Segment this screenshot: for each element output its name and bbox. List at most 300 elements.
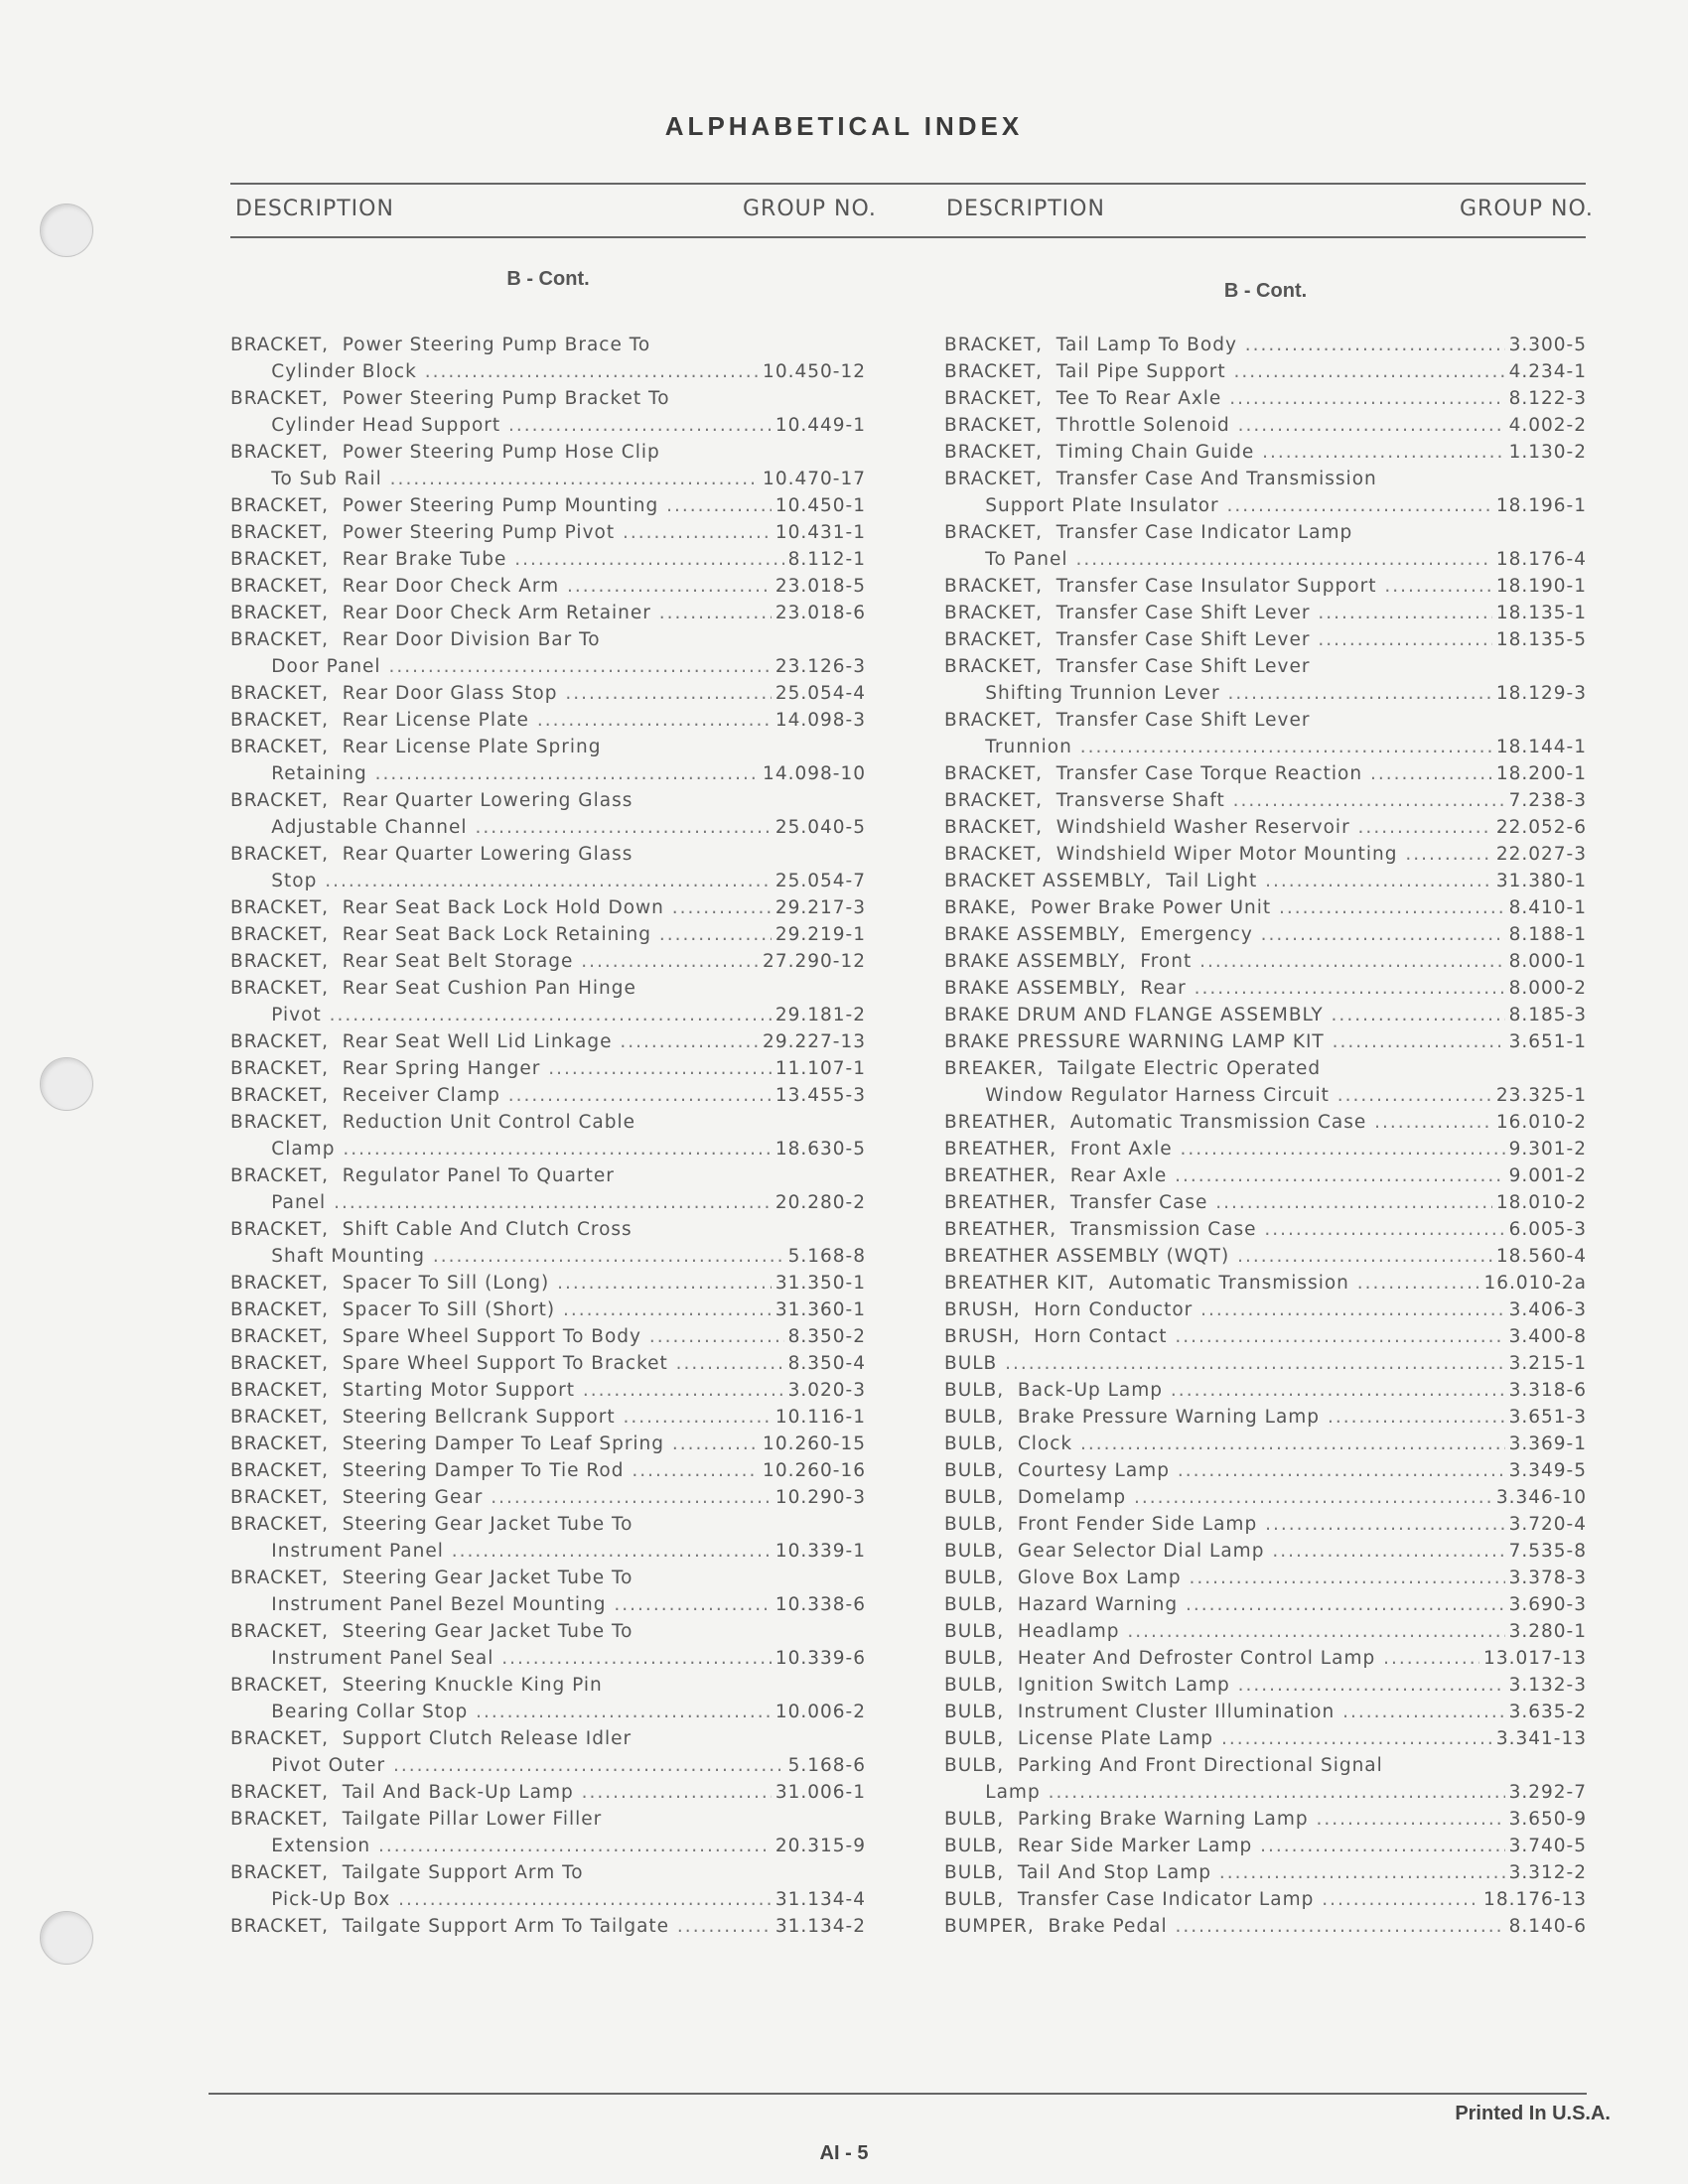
entry-group-number: 4.002-2 <box>1508 415 1587 436</box>
entry-description: BRACKET, Regulator Panel To Quarter Panel ..... <box>230 1162 772 1216</box>
entry-group-number: 5.168-6 <box>787 1755 866 1776</box>
entry-description: BULB, Ignition Switch Lamp ..... <box>944 1672 1505 1699</box>
index-entry <box>944 1243 1587 1270</box>
entry-description: BULB, Glove Box Lamp ..... <box>944 1565 1505 1591</box>
entry-description: BULB, License Plate Lamp ..... <box>944 1725 1492 1752</box>
entry-group-number: 3.341-13 <box>1495 1728 1587 1749</box>
index-entry <box>230 573 866 600</box>
index-entry <box>230 1806 866 1859</box>
entry-group-number: 8.000-2 <box>1508 978 1587 999</box>
entry-group-number: 3.635-2 <box>1508 1702 1587 1722</box>
entry-description: BRACKET, Starting Motor Support ..... <box>230 1377 784 1404</box>
entry-description: BRACKET, Tee To Rear Axle ..... <box>944 385 1505 412</box>
index-entry <box>944 921 1587 948</box>
entry-description: BRACKET, Rear Seat Back Lock Retaining ..... <box>230 921 772 948</box>
index-entry <box>944 439 1587 466</box>
entry-description: BRACKET, Spacer To Sill (Long) ..... <box>230 1270 772 1297</box>
entry-description: BRACKET, Throttle Solenoid ..... <box>944 412 1505 439</box>
entry-group-number: 6.005-3 <box>1508 1219 1587 1240</box>
index-entry <box>944 1002 1587 1028</box>
index-entry <box>944 841 1587 868</box>
index-entry <box>230 707 866 734</box>
index-entry <box>230 1323 866 1350</box>
entry-group-number: 10.470-17 <box>763 469 866 489</box>
entry-description: BRACKET, Timing Chain Guide ..... <box>944 439 1505 466</box>
entry-group-number: 10.450-1 <box>774 495 866 516</box>
entry-group-number: 31.006-1 <box>774 1782 866 1803</box>
entry-group-number: 10.260-15 <box>763 1433 866 1454</box>
page-title: ALPHABETICAL INDEX <box>664 111 1024 141</box>
index-entry <box>944 787 1587 814</box>
entry-group-number: 3.400-8 <box>1508 1326 1587 1347</box>
index-entry <box>944 1270 1587 1297</box>
index-entry <box>944 868 1587 894</box>
index-entry <box>944 573 1587 600</box>
header-bottom-rule <box>230 236 1586 238</box>
index-entry <box>230 734 866 787</box>
index-entry <box>230 1672 866 1725</box>
entry-group-number: 8.185-3 <box>1508 1005 1587 1025</box>
entry-description: BRACKET, Power Steering Pump Brace To Cylinder Block ..... <box>230 332 759 385</box>
entry-group-number: 8.188-1 <box>1508 924 1587 945</box>
index-entry <box>230 1618 866 1672</box>
entry-description: BRACKET, Transfer Case Shift Lever Shifting Trunnion Lever ..... <box>944 653 1492 707</box>
entry-description: BULB, Parking And Front Directional Signal Lamp ..... <box>944 1752 1505 1806</box>
entry-group-number: 13.455-3 <box>774 1085 866 1106</box>
index-entry <box>944 1323 1587 1350</box>
entry-description: BREATHER, Transfer Case ..... <box>944 1189 1492 1216</box>
entry-description: BRACKET, Windshield Washer Reservoir ..... <box>944 814 1492 841</box>
entry-description: BULB, Clock ..... <box>944 1431 1505 1457</box>
entry-description: BRACKET, Steering Gear Jacket Tube To Instrument Panel ..... <box>230 1511 772 1565</box>
index-entry <box>230 1431 866 1457</box>
entry-description: BREATHER ASSEMBLY (WQT) ..... <box>944 1243 1492 1270</box>
entry-group-number: 18.560-4 <box>1495 1246 1587 1267</box>
left-section-heading: B - Cont. <box>506 268 590 290</box>
entry-group-number: 18.176-4 <box>1495 549 1587 570</box>
entry-group-number: 8.410-1 <box>1508 897 1587 918</box>
entry-description: BULB, Courtesy Lamp ..... <box>944 1457 1505 1484</box>
entry-group-number: 8.350-4 <box>787 1353 866 1374</box>
entry-description: BRACKET, Tail And Back-Up Lamp ..... <box>230 1779 772 1806</box>
entry-group-number: 10.290-3 <box>774 1487 866 1508</box>
entry-description: BRACKET, Rear Door Division Bar To Door Panel ..... <box>230 626 772 680</box>
index-entry <box>230 921 866 948</box>
entry-group-number: 3.318-6 <box>1508 1380 1587 1401</box>
index-entry <box>944 1538 1587 1565</box>
entry-group-number: 8.122-3 <box>1508 388 1587 409</box>
entry-group-number: 18.190-1 <box>1495 576 1587 597</box>
entry-group-number: 3.215-1 <box>1508 1353 1587 1374</box>
entry-description: BULB, Transfer Case Indicator Lamp ..... <box>944 1886 1479 1913</box>
index-entry <box>230 519 866 546</box>
entry-group-number: 31.134-2 <box>774 1916 866 1937</box>
right-description-header: DESCRIPTION <box>946 197 1105 221</box>
entry-group-number: 3.378-3 <box>1508 1568 1587 1588</box>
entry-description: BRACKET, Spare Wheel Support To Bracket ..... <box>230 1350 784 1377</box>
index-entry <box>944 412 1587 439</box>
entry-group-number: 18.129-3 <box>1495 683 1587 704</box>
binder-hole-middle <box>40 1057 93 1111</box>
entry-description: BULB ..... <box>944 1350 1505 1377</box>
entry-group-number: 23.126-3 <box>774 656 866 677</box>
entry-description: BRAKE ASSEMBLY, Front ..... <box>944 948 1505 975</box>
index-entry <box>230 546 866 573</box>
index-entry <box>230 600 866 626</box>
entry-group-number: 8.350-2 <box>787 1326 866 1347</box>
printed-in-usa: Printed In U.S.A. <box>1455 2103 1611 2124</box>
index-entry <box>230 385 866 439</box>
index-entry <box>230 1109 866 1162</box>
entry-group-number: 3.132-3 <box>1508 1675 1587 1696</box>
entry-description: BULB, Front Fender Side Lamp ..... <box>944 1511 1505 1538</box>
entry-group-number: 18.200-1 <box>1495 763 1587 784</box>
index-entry <box>944 894 1587 921</box>
entry-description: BREATHER, Front Axle ..... <box>944 1136 1505 1162</box>
entry-description: BRACKET, Tail Lamp To Body ..... <box>944 332 1505 358</box>
index-entry <box>944 519 1587 573</box>
entry-description: BRACKET, Power Steering Pump Pivot ..... <box>230 519 772 546</box>
index-entry <box>944 1859 1587 1886</box>
entry-group-number: 3.651-3 <box>1508 1407 1587 1428</box>
entry-group-number: 18.630-5 <box>774 1139 866 1160</box>
index-entry <box>230 1913 866 1940</box>
index-entry <box>230 1565 866 1618</box>
index-entry <box>230 1484 866 1511</box>
index-entry <box>944 1350 1587 1377</box>
entry-group-number: 18.135-5 <box>1495 629 1587 650</box>
index-entry <box>944 332 1587 358</box>
index-entry <box>230 975 866 1028</box>
index-entry <box>230 1162 866 1216</box>
entry-group-number: 8.140-6 <box>1508 1916 1587 1937</box>
entry-description: BRACKET, Rear License Plate Spring Retaining ..... <box>230 734 759 787</box>
entry-description: BRACKET, Shift Cable And Clutch Cross Shaft Mounting ..... <box>230 1216 784 1270</box>
entry-description: BRACKET, Steering Gear Jacket Tube To Instrument Panel Seal ..... <box>230 1618 772 1672</box>
entry-description: BRACKET, Rear Seat Back Lock Hold Down ..... <box>230 894 772 921</box>
entry-group-number: 25.054-7 <box>774 871 866 891</box>
index-entry <box>944 466 1587 519</box>
entry-group-number: 16.010-2a <box>1483 1273 1587 1294</box>
entry-group-number: 3.346-10 <box>1495 1487 1587 1508</box>
entry-group-number: 16.010-2 <box>1495 1112 1587 1133</box>
right-entry-list <box>944 332 1587 1940</box>
entry-group-number: 31.134-4 <box>774 1889 866 1910</box>
entry-group-number: 18.176-13 <box>1483 1889 1587 1910</box>
entry-group-number: 10.339-1 <box>774 1541 866 1562</box>
index-entry <box>944 948 1587 975</box>
entry-group-number: 3.740-5 <box>1508 1836 1587 1856</box>
index-entry <box>230 1725 866 1779</box>
index-entry <box>944 1752 1587 1806</box>
entry-description: BRACKET, Transfer Case Shift Lever ..... <box>944 626 1492 653</box>
index-entry <box>230 1055 866 1082</box>
footer-rule <box>209 2093 1587 2095</box>
index-entry <box>944 1806 1587 1833</box>
entry-group-number: 27.290-12 <box>763 951 866 972</box>
entry-group-number: 3.369-1 <box>1508 1433 1587 1454</box>
entry-description: BREATHER KIT, Automatic Transmission ..... <box>944 1270 1479 1297</box>
index-entry <box>944 653 1587 707</box>
entry-description: BRACKET, Tailgate Support Arm To Pick-Up Box ..... <box>230 1859 772 1913</box>
entry-description: BRACKET, Rear Door Check Arm ..... <box>230 573 772 600</box>
left-index-column <box>230 268 866 1940</box>
entry-description: BRACKET, Power Steering Pump Bracket To Cylinder Head Support ..... <box>230 385 772 439</box>
entry-description: BULB, Gear Selector Dial Lamp ..... <box>944 1538 1505 1565</box>
entry-description: BULB, Brake Pressure Warning Lamp ..... <box>944 1404 1505 1431</box>
entry-group-number: 3.406-3 <box>1508 1299 1587 1320</box>
index-entry <box>944 975 1587 1002</box>
entry-description: BULB, Parking Brake Warning Lamp ..... <box>944 1806 1505 1833</box>
index-entry <box>230 1028 866 1055</box>
index-entry <box>230 1297 866 1323</box>
entry-group-number: 10.449-1 <box>774 415 866 436</box>
index-entry <box>944 1136 1587 1162</box>
entry-description: BRACKET, Tailgate Support Arm To Tailgate ..... <box>230 1913 772 1940</box>
entry-description: BRACKET, Transfer Case Indicator Lamp To Panel ..... <box>944 519 1492 573</box>
entry-description: BRACKET, Rear Quarter Lowering Glass Stop ..... <box>230 841 772 894</box>
index-entry <box>944 1484 1587 1511</box>
entry-group-number: 3.280-1 <box>1508 1621 1587 1642</box>
entry-group-number: 31.360-1 <box>774 1299 866 1320</box>
index-entry <box>944 1645 1587 1672</box>
entry-description: BRUSH, Horn Conductor ..... <box>944 1297 1505 1323</box>
entry-group-number: 20.280-2 <box>774 1192 866 1213</box>
entry-group-number: 11.107-1 <box>774 1058 866 1079</box>
entry-description: BRACKET, Steering Gear Jacket Tube To Instrument Panel Bezel Mounting ..... <box>230 1565 772 1618</box>
entry-group-number: 18.135-1 <box>1495 603 1587 623</box>
index-entry <box>230 787 866 841</box>
index-entry <box>944 1216 1587 1243</box>
index-entry <box>944 760 1587 787</box>
left-description-header: DESCRIPTION <box>235 197 394 221</box>
entry-group-number: 10.338-6 <box>774 1594 866 1615</box>
entry-group-number: 23.325-1 <box>1495 1085 1587 1106</box>
index-entry <box>944 626 1587 653</box>
right-section-heading: B - Cont. <box>1223 280 1308 302</box>
index-entry <box>944 1109 1587 1136</box>
entry-description: BUMPER, Brake Pedal ..... <box>944 1913 1505 1940</box>
index-entry <box>944 1028 1587 1055</box>
index-entry <box>944 1672 1587 1699</box>
entry-description: BRACKET, Receiver Clamp ..... <box>230 1082 772 1109</box>
entry-group-number: 7.535-8 <box>1508 1541 1587 1562</box>
entry-description: BRACKET, Rear Door Check Arm Retainer ..... <box>230 600 772 626</box>
index-entry <box>944 1404 1587 1431</box>
entry-group-number: 3.312-2 <box>1508 1862 1587 1883</box>
entry-description: BRACKET, Rear Seat Belt Storage ..... <box>230 948 759 975</box>
entry-description: BRACKET, Steering Bellcrank Support ..... <box>230 1404 772 1431</box>
index-entry <box>230 1377 866 1404</box>
entry-description: BRACKET, Steering Damper To Leaf Spring ..... <box>230 1431 759 1457</box>
entry-description: BULB, Headlamp ..... <box>944 1618 1505 1645</box>
left-entry-list <box>230 332 866 1940</box>
entry-description: BRACKET ASSEMBLY, Tail Light ..... <box>944 868 1492 894</box>
binder-hole-top <box>40 204 93 257</box>
entry-group-number: 10.116-1 <box>774 1407 866 1428</box>
index-entry <box>944 814 1587 841</box>
entry-description: BRACKET, Steering Damper To Tie Rod ..... <box>230 1457 759 1484</box>
entry-group-number: 3.292-7 <box>1508 1782 1587 1803</box>
entry-description: BRACKET, Reduction Unit Control Cable Clamp ..... <box>230 1109 772 1162</box>
entry-description: BRAKE DRUM AND FLANGE ASSEMBLY ..... <box>944 1002 1505 1028</box>
index-entry <box>944 600 1587 626</box>
index-entry <box>944 1618 1587 1645</box>
entry-group-number: 29.227-13 <box>763 1031 866 1052</box>
entry-description: BRACKET, Rear Seat Well Lid Linkage ..... <box>230 1028 759 1055</box>
index-entry <box>230 332 866 385</box>
entry-group-number: 8.112-1 <box>787 549 866 570</box>
entry-description: BRACKET, Transfer Case Shift Lever Trunnion ..... <box>944 707 1492 760</box>
index-entry <box>944 1189 1587 1216</box>
entry-group-number: 3.020-3 <box>787 1380 866 1401</box>
entry-group-number: 4.234-1 <box>1508 361 1587 382</box>
entry-description: BRACKET, Transfer Case Torque Reaction ..... <box>944 760 1492 787</box>
index-entry <box>944 358 1587 385</box>
entry-description: BREATHER, Automatic Transmission Case ..... <box>944 1109 1492 1136</box>
entry-group-number: 22.052-6 <box>1495 817 1587 838</box>
entry-description: BRACKET, Rear Seat Cushion Pan Hinge Pivot ..... <box>230 975 772 1028</box>
entry-description: BULB, Instrument Cluster Illumination ..... <box>944 1699 1505 1725</box>
right-group-header: GROUP NO. <box>1460 197 1594 221</box>
index-entry <box>944 1377 1587 1404</box>
index-entry <box>944 1699 1587 1725</box>
entry-group-number: 31.350-1 <box>774 1273 866 1294</box>
index-entry <box>230 841 866 894</box>
entry-group-number: 29.181-2 <box>774 1005 866 1025</box>
entry-description: BRAKE ASSEMBLY, Rear ..... <box>944 975 1505 1002</box>
entry-description: BULB, Domelamp ..... <box>944 1484 1492 1511</box>
entry-group-number: 29.217-3 <box>774 897 866 918</box>
index-entry <box>230 1216 866 1270</box>
index-entry <box>944 1725 1587 1752</box>
entry-description: BRAKE ASSEMBLY, Emergency ..... <box>944 921 1505 948</box>
index-entry <box>944 1162 1587 1189</box>
entry-description: BRACKET, Windshield Wiper Motor Mounting ..... <box>944 841 1492 868</box>
entry-description: BRACKET, Transfer Case Insulator Support ..... <box>944 573 1492 600</box>
index-entry <box>230 492 866 519</box>
binder-hole-bottom <box>40 1911 93 1965</box>
entry-group-number: 7.238-3 <box>1508 790 1587 811</box>
entry-description: BRACKET, Transverse Shaft ..... <box>944 787 1505 814</box>
entry-description: BRACKET, Tail Pipe Support ..... <box>944 358 1505 385</box>
entry-group-number: 3.690-3 <box>1508 1594 1587 1615</box>
index-entry <box>230 1511 866 1565</box>
entry-group-number: 20.315-9 <box>774 1836 866 1856</box>
entry-description: BRACKET, Transfer Case And Transmission Support Plate Insulator ..... <box>944 466 1492 519</box>
entry-group-number: 10.006-2 <box>774 1702 866 1722</box>
entry-description: BRACKET, Power Steering Pump Mounting ..... <box>230 492 772 519</box>
entry-group-number: 8.000-1 <box>1508 951 1587 972</box>
page-number: AI - 5 <box>819 2142 869 2164</box>
entry-group-number: 3.300-5 <box>1508 335 1587 355</box>
index-entry <box>230 1082 866 1109</box>
entry-description: BULB, Tail And Stop Lamp ..... <box>944 1859 1505 1886</box>
entry-description: BREAKER, Tailgate Electric Operated Window Regulator Harness Circuit ..... <box>944 1055 1492 1109</box>
index-entry <box>944 1055 1587 1109</box>
index-entry <box>230 680 866 707</box>
entry-group-number: 10.260-16 <box>763 1460 866 1481</box>
entry-description: BULB, Hazard Warning ..... <box>944 1591 1505 1618</box>
index-entry <box>230 894 866 921</box>
entry-group-number: 18.010-2 <box>1495 1192 1587 1213</box>
entry-description: BREATHER, Transmission Case ..... <box>944 1216 1505 1243</box>
entry-group-number: 9.301-2 <box>1508 1139 1587 1160</box>
entry-description: BRACKET, Tailgate Pillar Lower Filler Extension ..... <box>230 1806 772 1859</box>
left-group-header: GROUP NO. <box>743 197 877 221</box>
index-entry <box>230 1779 866 1806</box>
entry-group-number: 13.017-13 <box>1483 1648 1587 1669</box>
index-entry <box>230 1404 866 1431</box>
entry-group-number: 10.339-6 <box>774 1648 866 1669</box>
entry-description: BRACKET, Rear Door Glass Stop ..... <box>230 680 772 707</box>
entry-group-number: 31.380-1 <box>1495 871 1587 891</box>
index-entry <box>944 1565 1587 1591</box>
entry-description: BRACKET, Support Clutch Release Idler Pivot Outer ..... <box>230 1725 784 1779</box>
entry-group-number: 3.720-4 <box>1508 1514 1587 1535</box>
entry-description: BRACKET, Spare Wheel Support To Body ..... <box>230 1323 784 1350</box>
right-index-column <box>944 268 1587 1940</box>
entry-group-number: 3.349-5 <box>1508 1460 1587 1481</box>
index-entry <box>944 707 1587 760</box>
entry-description: BRAKE PRESSURE WARNING LAMP KIT ..... <box>944 1028 1505 1055</box>
index-entry <box>944 1886 1587 1913</box>
entry-group-number: 14.098-3 <box>774 710 866 731</box>
entry-description: BULB, Rear Side Marker Lamp ..... <box>944 1833 1505 1859</box>
entry-description: BRUSH, Horn Contact ..... <box>944 1323 1505 1350</box>
index-entry <box>230 948 866 975</box>
entry-description: BRACKET, Rear License Plate ..... <box>230 707 772 734</box>
entry-description: BULB, Heater And Defroster Control Lamp ..... <box>944 1645 1479 1672</box>
header-top-rule <box>230 183 1586 185</box>
entry-description: BULB, Back-Up Lamp ..... <box>944 1377 1505 1404</box>
index-entry <box>944 1297 1587 1323</box>
index-entry <box>944 1457 1587 1484</box>
entry-group-number: 5.168-8 <box>787 1246 866 1267</box>
index-entry <box>230 1859 866 1913</box>
entry-group-number: 9.001-2 <box>1508 1165 1587 1186</box>
index-entry <box>944 385 1587 412</box>
entry-description: BRACKET, Transfer Case Shift Lever ..... <box>944 600 1492 626</box>
entry-description: BRACKET, Rear Spring Hanger ..... <box>230 1055 772 1082</box>
entry-group-number: 23.018-6 <box>774 603 866 623</box>
entry-group-number: 1.130-2 <box>1508 442 1587 463</box>
entry-group-number: 18.196-1 <box>1495 495 1587 516</box>
entry-description: BRACKET, Rear Brake Tube ..... <box>230 546 784 573</box>
index-entry <box>944 1833 1587 1859</box>
entry-group-number: 10.450-12 <box>763 361 866 382</box>
entry-group-number: 18.144-1 <box>1495 737 1587 757</box>
entry-description: BRACKET, Rear Quarter Lowering Glass Adjustable Channel ..... <box>230 787 772 841</box>
entry-group-number: 10.431-1 <box>774 522 866 543</box>
entry-group-number: 25.054-4 <box>774 683 866 704</box>
index-entry <box>230 1350 866 1377</box>
index-entry <box>944 1511 1587 1538</box>
entry-description: BRACKET, Steering Knuckle King Pin Bearing Collar Stop ..... <box>230 1672 772 1725</box>
index-entry <box>230 1457 866 1484</box>
entry-group-number: 23.018-5 <box>774 576 866 597</box>
index-entry <box>944 1431 1587 1457</box>
entry-group-number: 25.040-5 <box>774 817 866 838</box>
entry-group-number: 29.219-1 <box>774 924 866 945</box>
index-entry <box>230 626 866 680</box>
entry-description: BRACKET, Power Steering Pump Hose Clip To Sub Rail ..... <box>230 439 759 492</box>
entry-description: BRACKET, Steering Gear ..... <box>230 1484 772 1511</box>
entry-description: BREATHER, Rear Axle ..... <box>944 1162 1505 1189</box>
index-entry <box>230 1270 866 1297</box>
index-entry <box>944 1591 1587 1618</box>
entry-description: BRACKET, Spacer To Sill (Short) ..... <box>230 1297 772 1323</box>
